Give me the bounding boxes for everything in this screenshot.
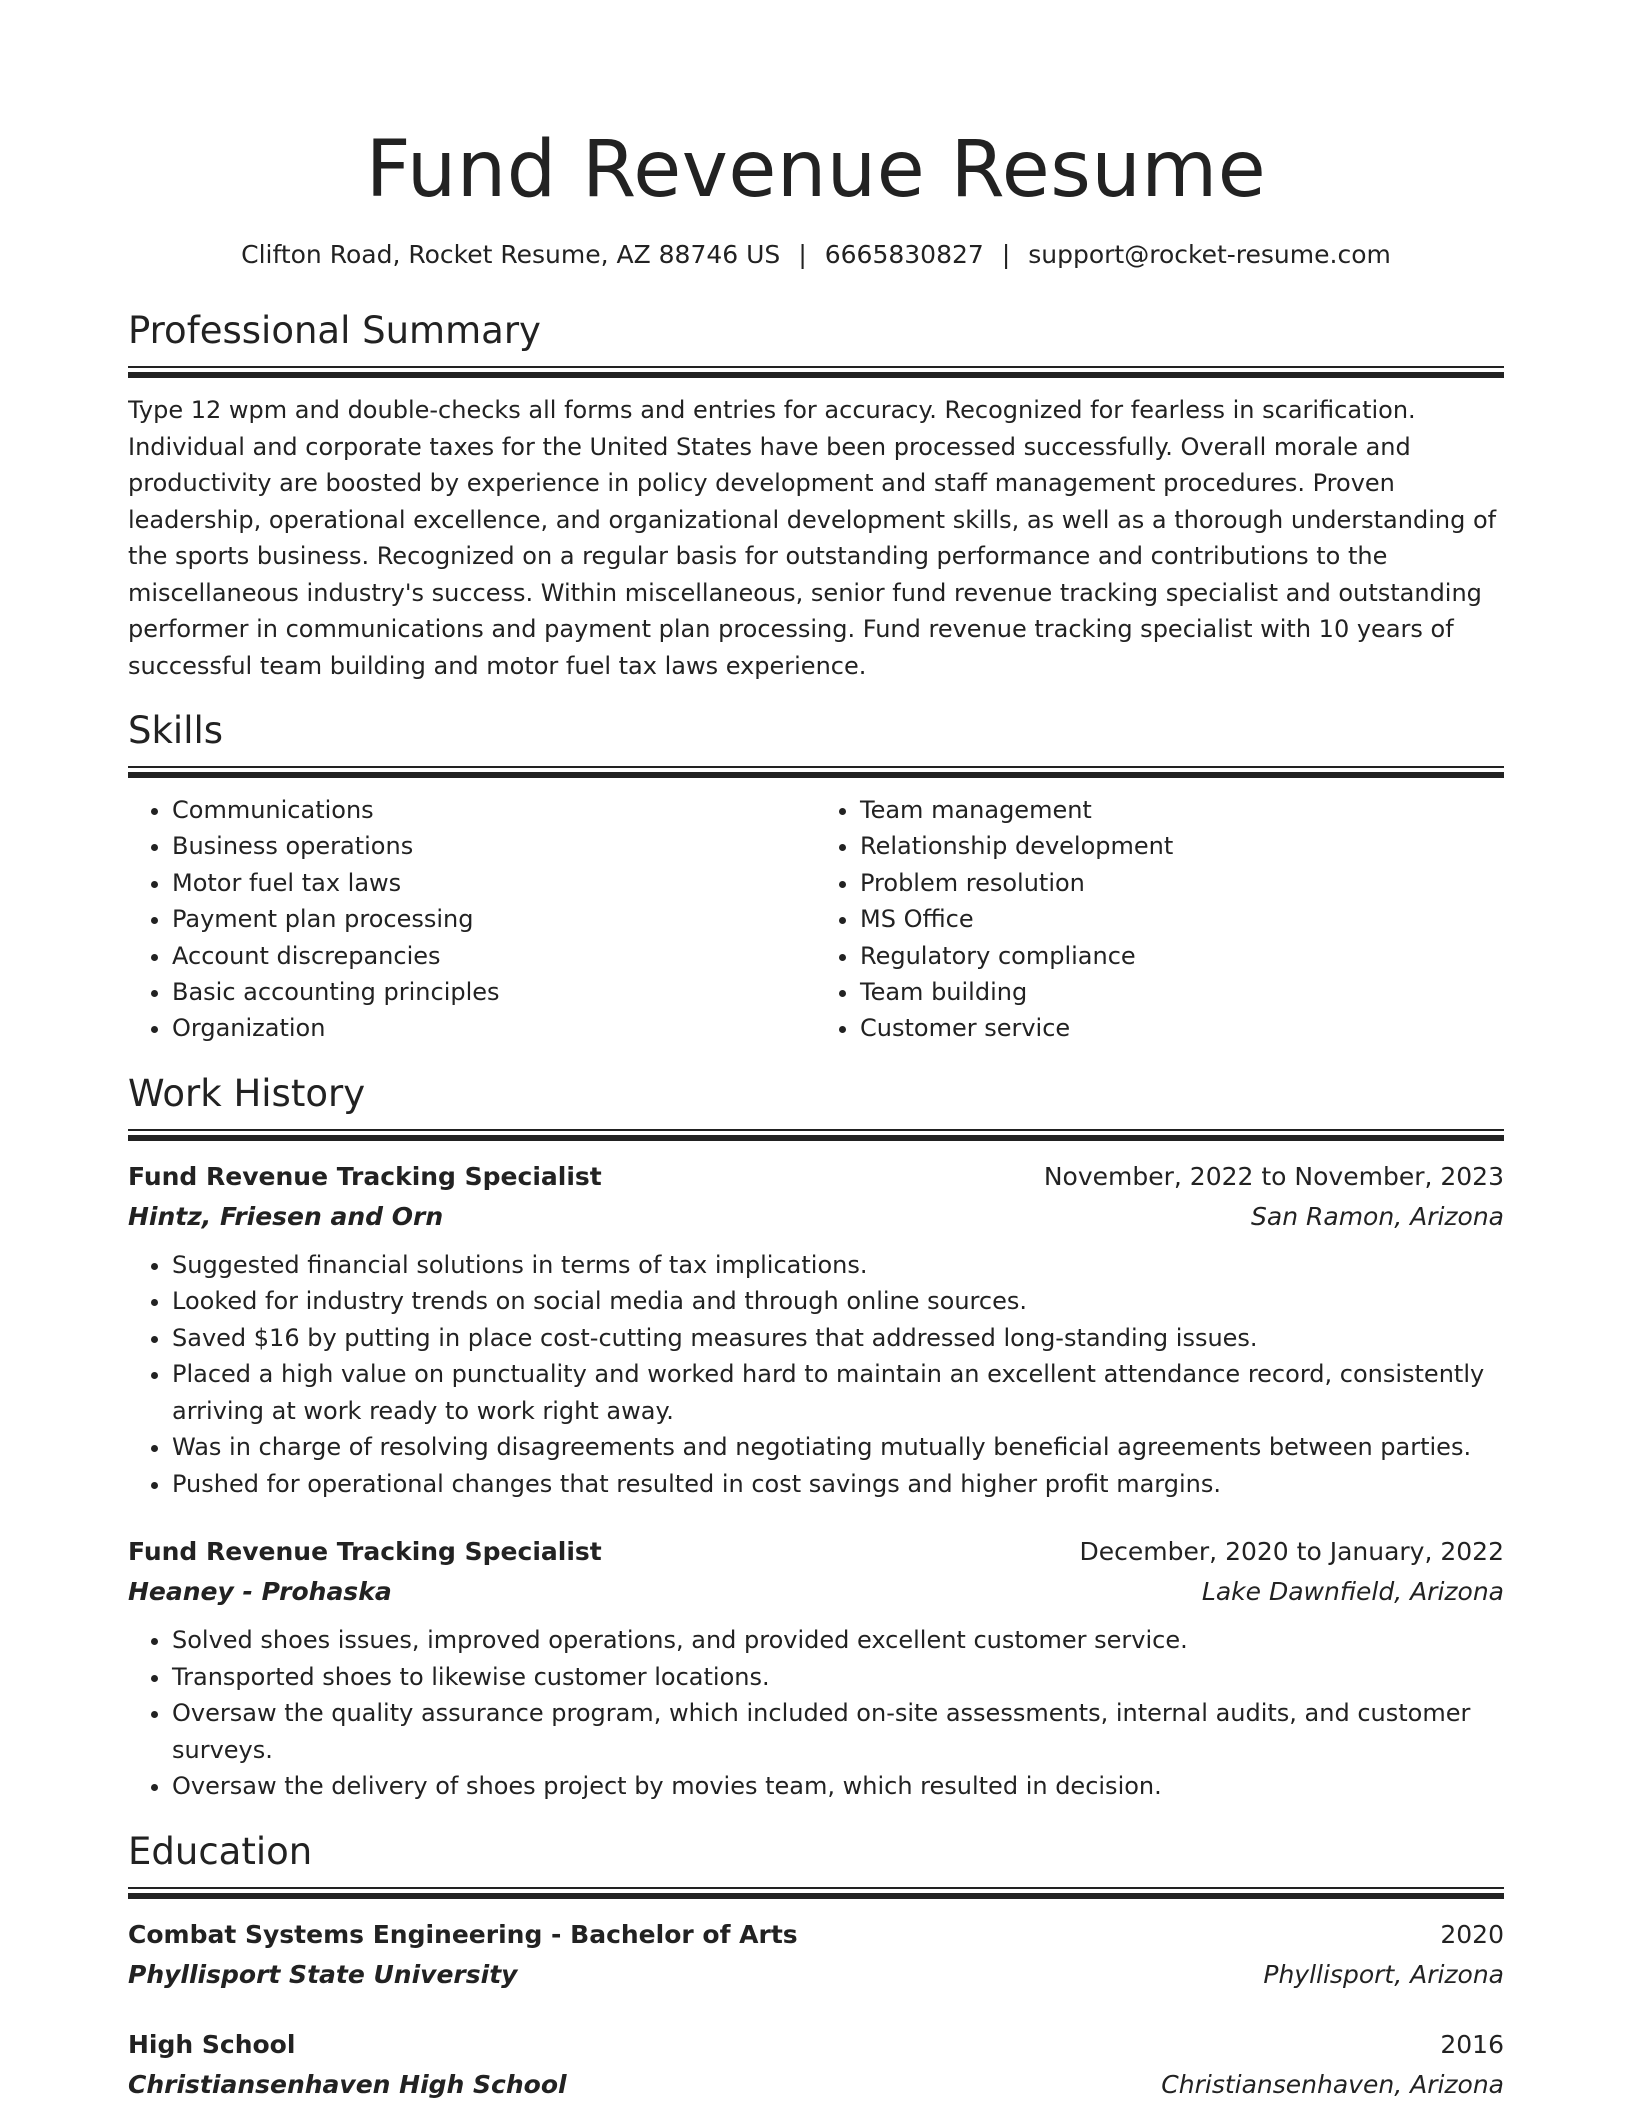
skill-item: • Organization (172, 1010, 816, 1046)
skill-item: • Motor fuel tax laws (172, 865, 816, 901)
skills-list-left (128, 792, 816, 1047)
contact-line (128, 238, 1504, 272)
skill-item: • MS Office (860, 901, 1504, 937)
skill-item: • Customer service (860, 1010, 1504, 1046)
skill-item: • Payment plan processing (172, 901, 816, 937)
phone: 6665830827 (824, 240, 984, 269)
job-bullet: • Transported shoes to likewise customer locations. (172, 1659, 1504, 1696)
skills-list-right (816, 792, 1504, 1047)
job-bullet: • Looked for industry trends on social media and through online sources. (172, 1283, 1504, 1320)
job-header-row (128, 1532, 1504, 1572)
skill-item: • Problem resolution (860, 865, 1504, 901)
job-dates: December, 2020 to January, 2022 (1079, 1537, 1504, 1567)
skill-item: • Team building (860, 974, 1504, 1010)
skill-item: • Relationship development (860, 828, 1504, 864)
contact-separator: | (1001, 240, 1011, 269)
section-divider (128, 1887, 1504, 1899)
contact-separator: | (798, 240, 807, 269)
job-bullet: • Suggested financial solutions in terms of tax implications. (172, 1247, 1504, 1284)
work-section (128, 1069, 1504, 1805)
graduation-year: 2020 (1440, 1919, 1504, 1949)
job-header-row (128, 1157, 1504, 1197)
school-location: Christiansenhaven, Arizona (1161, 2069, 1504, 2099)
skill-item: • Account discrepancies (172, 938, 816, 974)
company-name: Hintz, Friesen and Orn (128, 1201, 444, 1231)
email-link[interactable]: support@rocket-resume.com (1028, 240, 1391, 269)
job-bullets (128, 1622, 1504, 1805)
school-name: Christiansenhaven High School (128, 2069, 567, 2099)
education-entry (128, 1915, 1504, 1995)
education-school-row (128, 2065, 1504, 2105)
education-school-row (128, 1955, 1504, 1995)
education-section (128, 1827, 1504, 2105)
resume-title: Fund Revenue Resume (365, 125, 1267, 215)
skill-item: • Business operations (172, 828, 816, 864)
education-header-row (128, 1915, 1504, 1955)
resume-page (128, 0, 1504, 2112)
summary-section (128, 306, 1504, 684)
section-heading: Skills (128, 709, 224, 752)
job-dates: November, 2022 to November, 2023 (1043, 1161, 1504, 1191)
address: Clifton Road, Rocket Resume, AZ 88746 US (241, 240, 781, 269)
section-heading: Work History (128, 1071, 366, 1115)
job-bullet: • Solved shoes issues, improved operations, and provided excellent customer service. (172, 1622, 1504, 1659)
school-name: Phyllisport State University (128, 1959, 518, 1989)
skill-item: • Team management (860, 792, 1504, 828)
school-location: Phyllisport, Arizona (1263, 1959, 1504, 1989)
skill-item: • Communications (172, 792, 816, 828)
job-title: Fund Revenue Tracking Specialist (128, 1161, 602, 1191)
section-divider (128, 1129, 1504, 1141)
section-heading: Education (128, 1829, 313, 1873)
graduation-year: 2016 (1440, 2029, 1504, 2059)
education-header-row (128, 2025, 1504, 2065)
job-entry (128, 1157, 1504, 1503)
skill-item: • Basic accounting principles (172, 974, 816, 1010)
skill-item: • Regulatory compliance (860, 938, 1504, 974)
company-name: Heaney - Prohaska (128, 1577, 392, 1607)
skills-columns (128, 792, 1504, 1047)
degree: Combat Systems Engineering - Bachelor of Arts (128, 1919, 798, 1949)
job-title: Fund Revenue Tracking Specialist (128, 1537, 602, 1567)
job-bullets (128, 1247, 1504, 1503)
job-company-row (128, 1197, 1504, 1237)
job-location: San Ramon, Arizona (1251, 1201, 1504, 1231)
job-bullet: • Was in charge of resolving disagreements and negotiating mutually beneficial agreements between parties. (172, 1429, 1504, 1466)
job-bullet: • Oversaw the quality assurance program, which included on-site assessments, internal audits, and customer surveys. (172, 1695, 1504, 1768)
job-company-row (128, 1572, 1504, 1612)
job-bullet: • Pushed for operational changes that resulted in cost savings and higher profit margins. (172, 1466, 1504, 1503)
skills-section (128, 706, 1504, 1047)
degree: High School (128, 2029, 296, 2059)
section-heading: Professional Summary (128, 309, 541, 352)
job-bullet: • Oversaw the delivery of shoes project by movies team, which resulted in decision. (172, 1768, 1504, 1805)
education-entry (128, 2025, 1504, 2105)
job-bullet: • Saved $16 by putting in place cost-cutting measures that addressed long-standing issues. (172, 1320, 1504, 1357)
section-divider (128, 366, 1504, 378)
job-bullet: • Placed a high value on punctuality and worked hard to maintain an excellent attendance record, consistently arriving at work ready to work right away. (172, 1356, 1504, 1429)
job-location: Lake Dawnfield, Arizona (1201, 1577, 1504, 1607)
section-divider (128, 766, 1504, 778)
summary-text: Type 12 wpm and double-checks all forms and entries for accuracy. Recognized for fearless in scarification. Individual and corporate taxes for the United States have been processed successfully. Overall morale and productivity are boosted by experience in policy development and staff management procedures. Proven leadership, operational excellence, and organizational development skills, as well as a thorough understanding of the sports business. Recognized on a regular basis for outstanding performance and contributions to the miscellaneous industry's success. Within miscellaneous, senior fund revenue tracking specialist and outstanding performer in communications and payment plan processing. Fund revenue tracking specialist with 10 years of successful team building and motor fuel tax laws experience. (128, 396, 1497, 680)
job-entry (128, 1532, 1504, 1805)
